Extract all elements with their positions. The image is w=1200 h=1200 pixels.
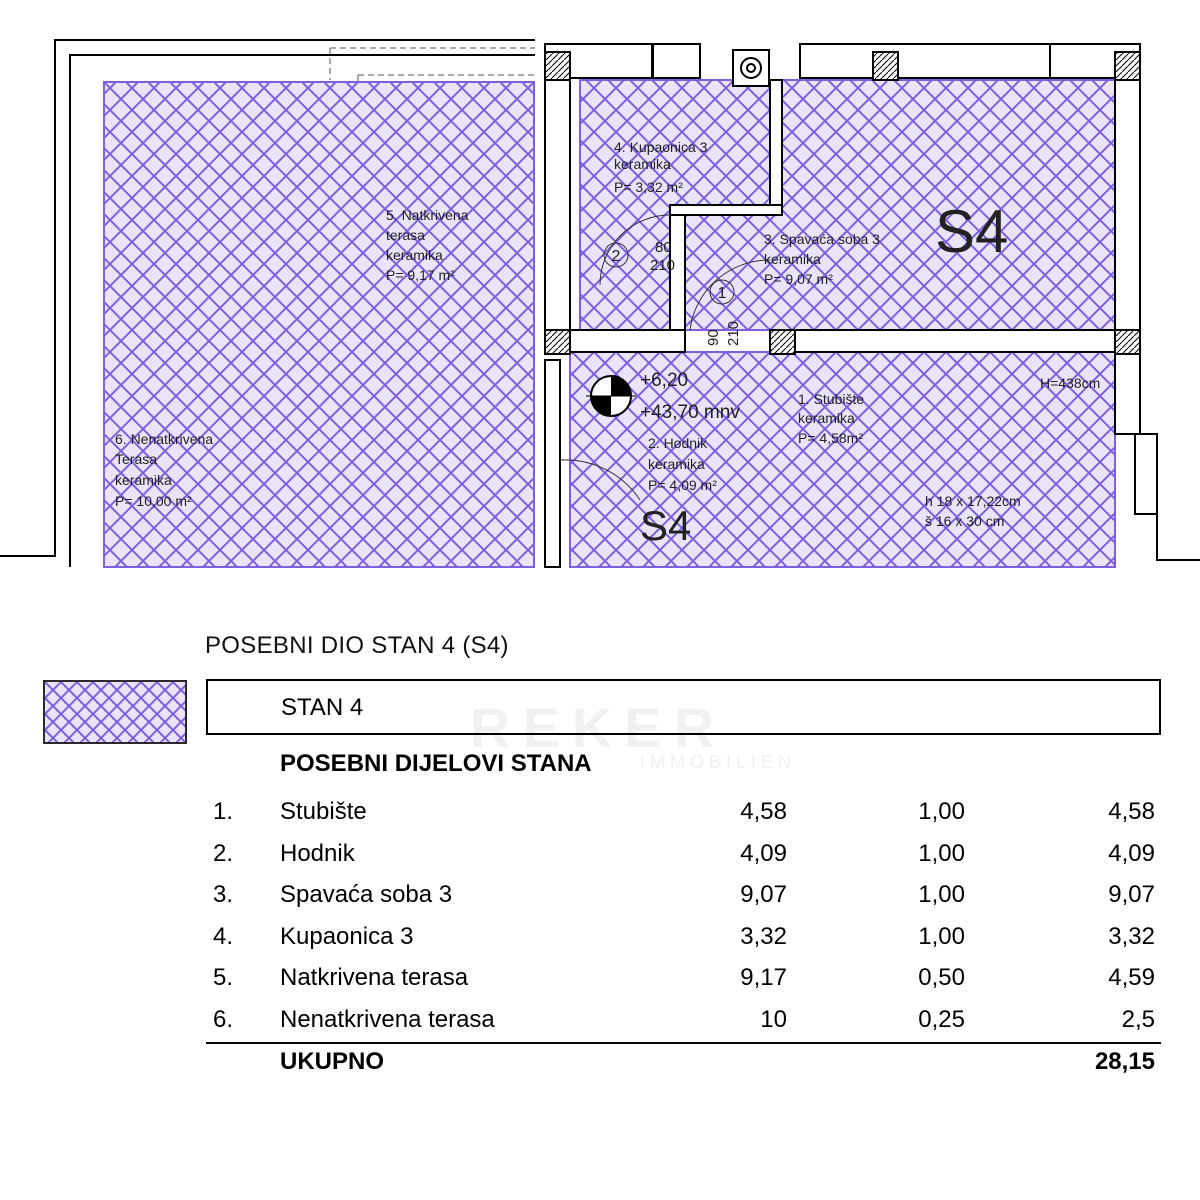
svg-text:keramika: keramika xyxy=(614,156,671,172)
total-label: UKUPNO xyxy=(280,1048,385,1075)
row-area: 4,09 xyxy=(740,840,787,867)
row-total: 2,5 xyxy=(1121,1006,1155,1033)
table-row xyxy=(206,840,1161,880)
row-coefficient: 1,00 xyxy=(918,923,965,950)
stair-note-2: š 16 x 30 cm xyxy=(925,513,1005,529)
unit-name-box xyxy=(206,679,1161,735)
row-name: Nenatkrivena terasa xyxy=(280,1006,495,1033)
row-coefficient: 0,25 xyxy=(918,1006,965,1033)
svg-text:keramika: keramika xyxy=(115,472,172,488)
table-row xyxy=(206,798,1161,838)
row-coefficient: 1,00 xyxy=(918,881,965,908)
svg-text:3. Spavaća soba 3: 3. Spavaća soba 3 xyxy=(764,231,880,247)
svg-text:Terasa: Terasa xyxy=(115,451,158,467)
svg-text:4. Kupaonica 3: 4. Kupaonica 3 xyxy=(614,139,708,155)
row-number: 1. xyxy=(213,798,234,825)
svg-text:5. Natkrivena: 5. Natkrivena xyxy=(386,207,469,223)
svg-text:keramika: keramika xyxy=(764,251,821,267)
row-coefficient: 1,00 xyxy=(918,798,965,825)
row-total: 4,59 xyxy=(1108,964,1155,991)
row-name: Natkrivena terasa xyxy=(280,964,469,991)
row-area: 10 xyxy=(760,1006,787,1033)
total-divider xyxy=(206,1042,1161,1044)
row-total: 3,32 xyxy=(1108,923,1155,950)
table-row xyxy=(206,881,1161,921)
hatch-legend-swatch xyxy=(43,680,187,744)
door-dim-210b: 210 xyxy=(725,320,742,346)
ventilation-icon xyxy=(733,50,769,86)
row-coefficient: 1,00 xyxy=(918,840,965,867)
row-total: 9,07 xyxy=(1108,881,1155,908)
row-name: Stubište xyxy=(280,798,367,825)
door-mark-2: 2 xyxy=(611,248,621,265)
row-name: Spavaća soba 3 xyxy=(280,881,453,908)
small-unit-label: S4 xyxy=(640,502,692,549)
svg-text:keramika: keramika xyxy=(386,247,443,263)
door-dim-90: 90 xyxy=(705,329,722,346)
door-dim-210: 210 xyxy=(650,257,676,274)
room-label-stairs xyxy=(798,391,864,446)
svg-text:6. Nenatkrivena: 6. Nenatkrivena xyxy=(115,431,214,447)
svg-text:1. Stubište: 1. Stubište xyxy=(798,391,865,407)
total-row xyxy=(206,1048,1161,1082)
height-note: H=438cm xyxy=(1040,375,1101,391)
row-number: 4. xyxy=(213,923,234,950)
svg-text:keramika: keramika xyxy=(798,410,855,426)
row-number: 6. xyxy=(213,1006,234,1033)
svg-text:P= 10,00 m²: P= 10,00 m² xyxy=(115,493,192,509)
svg-text:terasa: terasa xyxy=(386,227,425,243)
svg-text:P= 4,09 m²: P= 4,09 m² xyxy=(648,477,717,493)
table-row xyxy=(206,964,1161,1004)
big-unit-label: S4 xyxy=(935,198,1009,265)
door-dim-80: 80 xyxy=(655,239,672,256)
row-total: 4,58 xyxy=(1108,798,1155,825)
stair-note-1: h 18 x 17,22cm xyxy=(925,493,1021,509)
row-number: 3. xyxy=(213,881,234,908)
section-heading: POSEBNI DIO STAN 4 (S4) xyxy=(205,632,509,659)
row-area: 4,58 xyxy=(740,798,787,825)
svg-text:P= 3,32 m²: P= 3,32 m² xyxy=(614,179,683,195)
svg-text:P= 9,07 m²: P= 9,07 m² xyxy=(764,271,833,287)
row-area: 3,32 xyxy=(740,923,787,950)
row-name: Kupaonica 3 xyxy=(280,923,414,950)
watermark-sub: IMMOBILIEN xyxy=(640,752,797,772)
svg-text:P= 9,17 m²: P= 9,17 m² xyxy=(386,267,455,283)
row-name: Hodnik xyxy=(280,840,355,867)
row-area: 9,07 xyxy=(740,881,787,908)
svg-text:P= 4,58m²: P= 4,58m² xyxy=(798,430,863,446)
svg-text:keramika: keramika xyxy=(648,456,705,472)
table-row xyxy=(206,923,1161,963)
level-mnv: +43,70 mnv xyxy=(640,402,740,423)
table-row xyxy=(206,1006,1161,1046)
total-value: 28,15 xyxy=(1094,1048,1155,1075)
row-area: 9,17 xyxy=(740,964,787,991)
watermark: REKER xyxy=(470,696,727,759)
row-number: 5. xyxy=(213,964,234,991)
level-value: +6,20 xyxy=(640,370,689,391)
svg-text:2. Hodnik: 2. Hodnik xyxy=(648,435,708,451)
row-coefficient: 0,50 xyxy=(918,964,965,991)
parts-heading: POSEBNI DIJELOVI STANA xyxy=(280,750,592,777)
door-mark-1: 1 xyxy=(717,285,727,302)
row-total: 4,09 xyxy=(1108,840,1155,867)
unit-name: STAN 4 xyxy=(281,694,364,721)
row-number: 2. xyxy=(213,840,234,867)
